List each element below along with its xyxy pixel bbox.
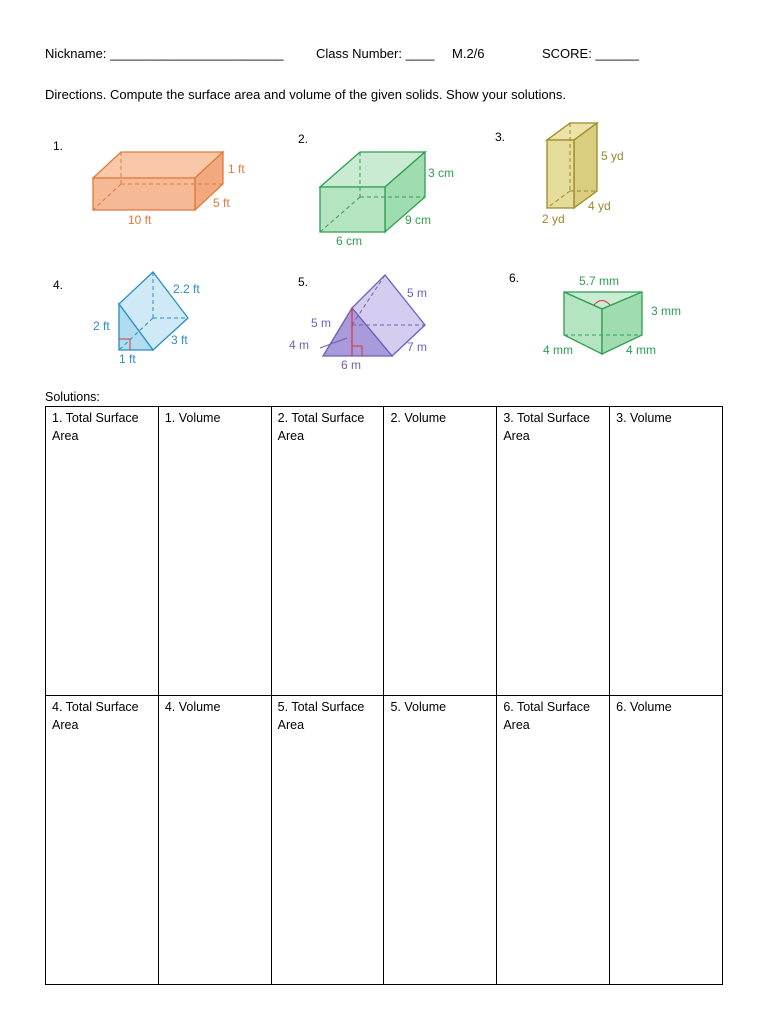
problem-2-figure (315, 145, 475, 250)
problem-3-label-depth: 4 yd (588, 199, 611, 213)
problem-1-figure (85, 140, 255, 230)
problem-4-number: 4. (53, 278, 64, 292)
problem-4-label-height: 2 ft (93, 319, 110, 333)
answer-cell[interactable]: 4. Total Surface Area (46, 696, 159, 985)
problem-1-label-length: 10 ft (128, 213, 152, 227)
problem-6-figure (538, 272, 698, 362)
problem-5-label-length: 7 m (407, 340, 428, 354)
problem-2-label-width: 6 cm (336, 234, 363, 248)
problem-5-label-side: 5 m (311, 316, 332, 330)
problem-6-label-right: 4 mm (626, 343, 656, 357)
solutions-label: Solutions: (45, 390, 100, 404)
answer-cell[interactable]: 5. Total Surface Area (271, 696, 384, 985)
answer-cell[interactable]: 5. Volume (384, 696, 497, 985)
score-field[interactable]: SCORE: ______ (542, 46, 639, 61)
answer-cell[interactable]: 3. Volume (610, 407, 723, 696)
answer-cell[interactable]: 1. Total Surface Area (46, 407, 159, 696)
answer-cell[interactable]: 6. Volume (610, 696, 723, 985)
problem-1-number: 1. (53, 139, 64, 153)
problem-6-label-left: 4 mm (543, 343, 573, 357)
problem-2-label-depth: 9 cm (405, 213, 432, 227)
class-number-field[interactable]: Class Number: ____ (316, 46, 435, 61)
table-row (46, 696, 723, 985)
problem-4-figure (88, 266, 218, 371)
table-row (46, 407, 723, 696)
problem-5-figure (285, 270, 445, 375)
problem-4-label-base: 1 ft (119, 352, 136, 366)
problem-1-label-depth: 5 ft (213, 196, 230, 210)
answer-cell[interactable]: 4. Volume (158, 696, 271, 985)
problem-1-label-height: 1 ft (228, 162, 245, 176)
problem-4-label-slant: 2.2 ft (173, 282, 200, 296)
section-label: M.2/6 (452, 46, 485, 61)
problem-3-number: 3. (495, 130, 506, 144)
problem-3-figure (538, 118, 648, 228)
problem-6-label-height: 3 mm (651, 304, 681, 318)
problem-6-label-top: 5.7 mm (579, 274, 620, 288)
problem-4-label-length: 3 ft (171, 333, 188, 347)
directions-text: Directions. Compute the surface area and volume of the given solids. Show your solutions. (45, 87, 566, 102)
answer-cell[interactable]: 3. Total Surface Area (497, 407, 610, 696)
solutions-table (45, 406, 723, 985)
answer-cell[interactable]: 2. Volume (384, 407, 497, 696)
problem-2-label-height: 3 cm (428, 166, 455, 180)
problem-6-number: 6. (509, 271, 520, 285)
answer-cell[interactable]: 1. Volume (158, 407, 271, 696)
problem-5-number: 5. (298, 275, 309, 289)
answer-cell[interactable]: 2. Total Surface Area (271, 407, 384, 696)
problem-5-label-height: 4 m (289, 338, 310, 352)
problem-3-label-width: 2 yd (542, 212, 565, 226)
problem-5-label-base: 6 m (341, 358, 362, 372)
nickname-field[interactable]: Nickname: ________________________ (45, 46, 284, 61)
answer-cell[interactable]: 6. Total Surface Area (497, 696, 610, 985)
problem-3-label-height: 5 yd (601, 149, 624, 163)
problem-2-number: 2. (298, 132, 309, 146)
problem-5-label-top: 5 m (407, 286, 428, 300)
